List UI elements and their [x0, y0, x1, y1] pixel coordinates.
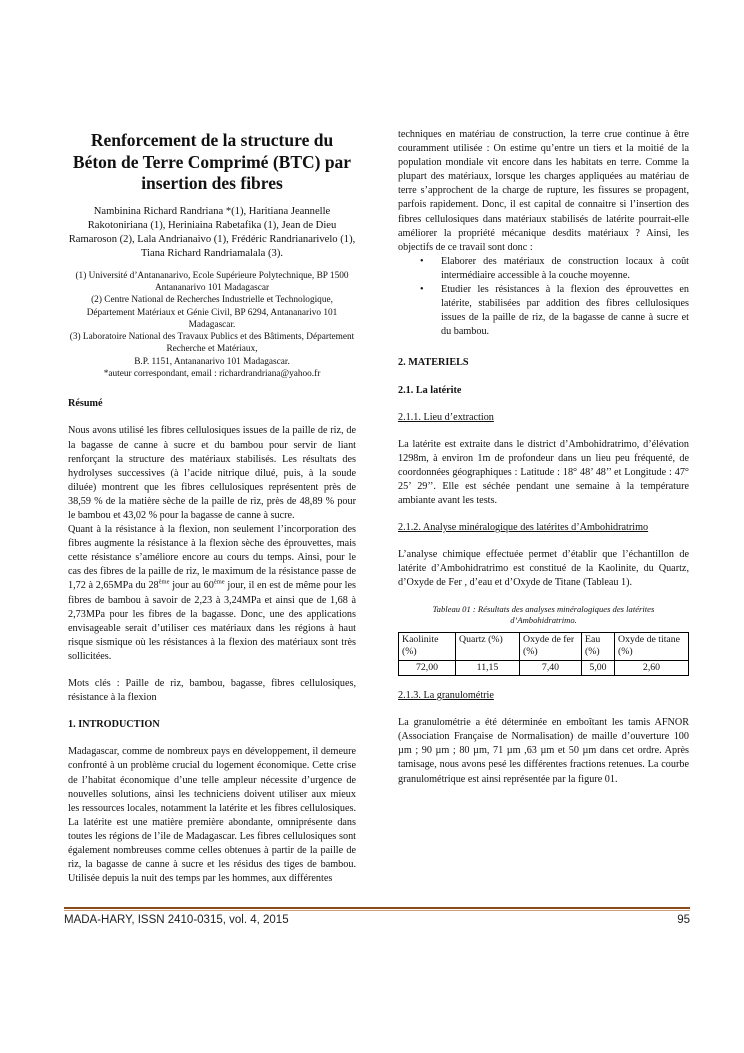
introduction-heading: 1. INTRODUCTION — [68, 719, 160, 731]
table-cell: 11,15 — [456, 660, 520, 676]
journal-info: MADA-HARY, ISSN 2410-0315, vol. 4, 2015 — [64, 914, 289, 926]
table-cell: 72,00 — [399, 660, 456, 676]
authors: Nambinina Richard Randriana *(1), Haritiana Jeannelle Rakotoniriana (1), Heriniaina Rabetafika (1), Jean de Dieu Ramaroson (2), Lala Andrianaivo (1), Frédéric Randrianarivelo (1), Tiana Richard Randriamalala (3). — [68, 205, 356, 260]
list-item: • Etudier les résistances à la flexion des éprouvettes en latérite, stabilisées par addition des fibres cellulosiques issues de la paille de riz, de la bagasse de canne à sucre et du bambou. — [420, 284, 689, 338]
mineral-analysis-heading: 2.1.2. Analyse minéralogique des latérites d’Ambohidratrimo — [398, 522, 649, 534]
granulometry-heading: 2.1.3. La granulométrie — [398, 690, 494, 702]
corresponding-author: *auteur correspondant, email : richardrandriana@yahoo.fr — [103, 369, 321, 380]
abstract-paragraph-2: Quant à la résistance à la flexion, non seulement l’incorporation des fibres augmente la résistance à la flexion sèche des éprouvettes, mais cette résistance s’améliore encore au cours du temps. Ainsi, pour le cas des fibres de la paille de riz, le maximum de la résistance passe de 1,72 à 2,65MPa du 28ème jour au 60ème jour, il en est de même pour les fibres de bambou à savoir de 2,23 à 3,24MPa et ainsi que de 1,68 à 2,73MPa pour les fibres de la bagasse. Donc, une des applications envisageable serait d’utiliser ces matériaux dans les régions à haut risque sismique où les résistances à la flexion des matériaux sont très sollicitées. — [68, 524, 357, 662]
affiliation-3: (3) Laboratoire National des Travaux Publics et des Bâtiments, Département Recherche et Matériaux, — [69, 332, 355, 355]
abstract-heading: Résumé — [68, 398, 103, 410]
table-caption: Tableau 01 : Résultats des analyses minéralogiques des latérites d’Ambohidratrimo. — [432, 603, 655, 625]
extraction-text: La latérite est extraite dans le district d’Ambohidratrimo, d’élévation 1298m, à environ 1m de profondeur dans un lieu peu fréquenté, de coordonnées géographiques : Latitude : 18° 48’ 48’’ et Longitude : 47° 25’ 29’’. Elle est séchée pendant une semaine à la température ambiante avant les tests. — [398, 438, 689, 507]
affiliation-1: (1) Université d’Antananarivo, Ecole Supérieure Polytechnique, BP 1500 Antananarivo 101 Madagascar — [75, 270, 349, 293]
introduction-paragraph-1: Madagascar, comme de nombreux pays en développement, il demeure confronté à un problème crucial du logement économique. Cette crise de l’habitat économique d’une telle ampleur nécessite d’urgence de nouvelles solutions, ainsi les techniciens doivent utiliser aux mieux les ressources locales, notamment la latérite et les fibres cellulosiques. La latérite est une matière première abondante, omniprésente dans toutes les régions de l’ile de Madagascar. Les fibres cellulosiques sont également nombreuses comme celles obtenues à partir de la paille de riz, la bagasse de canne à sucre et les résidus des tiges de bambou. Utilisée depuis la nuit des temps par les hommes, aux différentes — [68, 746, 356, 885]
mineral-table — [398, 632, 689, 677]
table-cell: 2,60 — [615, 660, 689, 676]
keywords: Mots clés : Paille de riz, bambou, bagasse, fibres cellulosiques, résistance à la flexion — [68, 678, 356, 704]
table-row — [399, 660, 689, 676]
bullet-icon: • — [420, 255, 424, 267]
granulometry-text: La granulométrie a été déterminée en emboîtant les tamis AFNOR (Association Française de Normalisation) de maille d’ouverture 100 µm ; 90 µm ; 80 µm, 71 µm ,63 µm et 50 µm dans cet ordre. Après tamisage, nous avons pesé les différentes fractions retenues. La courbe granulométrique est ainsi représentée par la figure 01. — [398, 717, 689, 785]
introduction-paragraph-2: techniques en matériau de construction, la terre crue continue à être couramment utilisée : On estime qu’entre un tiers et la moitié de la population mondiale vit encore dans les habitats en terre. Comme la plupart des matériaux, lorsque les charges appliquées au matériau de terre s’approchent de la charge de rupture, les fissures se propagent, parfois rapidement. Donc, il est capital de connaitre si l’insertion des fibres cellulosiques dans matériaux stabilisés de latérite pourrait-elle améliorer la propriété mécanique desdits matériaux ? Ainsi, les objectifs de ce travail sont donc : — [398, 129, 689, 253]
footer-divider-thin — [64, 910, 690, 911]
table-header-cell: Eau (%) — [582, 632, 615, 660]
table-header-cell: Oxyde de fer (%) — [520, 632, 582, 660]
table-header-cell: Oxyde de titane (%) — [615, 632, 689, 660]
objectives-list — [398, 255, 689, 340]
table-cell: 5,00 — [582, 660, 615, 676]
materials-heading: 2. MATERIELS — [398, 357, 469, 369]
table-header-row — [399, 632, 689, 660]
table-cell: 7,40 — [520, 660, 582, 676]
paper-title: Renforcement de la structure du Béton de Terre Comprimé (BTC) par insertion des fibres — [72, 130, 352, 193]
footer-divider — [64, 907, 690, 909]
list-item: • Elaborer des matériaux de construction locaux à coût intermédiaire accessible à la couche moyenne. — [420, 255, 689, 281]
bullet-icon: • — [420, 284, 424, 296]
right-column — [398, 128, 689, 787]
left-column — [68, 128, 356, 886]
table-header-cell: Kaolinite (%) — [399, 632, 456, 660]
affiliation-2: (2) Centre National de Recherches Industrielle et Technologique, Département Matériaux et Génie Civil, BP 6294, Antananarivo 101 Madagascar. — [86, 295, 338, 330]
table-header-cell: Quartz (%) — [456, 632, 520, 660]
laterite-heading: 2.1. La latérite — [398, 384, 462, 396]
abstract-paragraph-1: Nous avons utilisé les fibres cellulosiques issues de la paille de riz, de la bagasse de canne à sucre et du bambou pour servir de liant renforçant la structure des matériaux stabilisés. Les résultats des hydrolyses successives (à l’acide nitrique dilué, puis, à la soude diluée) montrent que les fibres cellulosiques représentent près de 38,59 % de la matière sèche de la paille de riz, près de 48,89 % pour le bambou et 43,02 % pour la bagasse de canne à sucre. — [68, 425, 356, 522]
extraction-heading: 2.1.1. Lieu d’extraction — [398, 411, 494, 423]
mineral-analysis-text: L’analyse chimique effectuée permet d’établir que l’échantillon de latérite d’Ambohidratrimo est constitué de la Kaolinite, du Quartz, d’Oxyde de Fer , d’eau et d’Oxyde de Titane (Tableau 1). — [398, 549, 689, 589]
page-number: 95 — [677, 914, 690, 926]
affiliation-3-address: B.P. 1151, Antananarivo 101 Madagascar. — [134, 356, 290, 367]
